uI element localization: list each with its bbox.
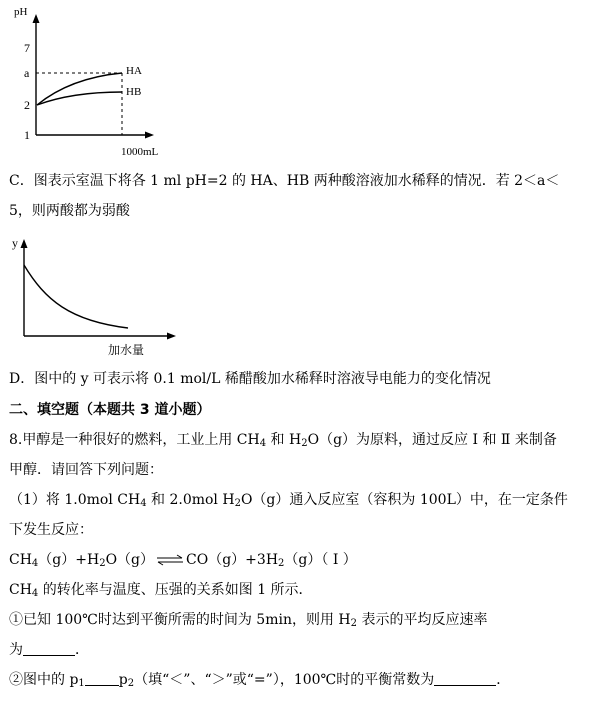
q8-text: （填“＜”、“＞”或“=”），100℃时的平衡常数为 [134, 672, 435, 688]
q8-text: CH [9, 582, 32, 598]
q8-sub: 4 [259, 438, 267, 449]
q8-sub: 4 [140, 498, 147, 509]
reaction-equation [9, 550, 357, 570]
q8-line6 [9, 580, 313, 600]
fig1-curve-hb [37, 92, 122, 105]
eq-text: CO（g）+3H [186, 552, 279, 568]
q8-text: ①已知 100℃时达到平衡所需的时间为 5min，则用 H [9, 612, 351, 628]
ph-dilution-figure [0, 0, 200, 160]
fig2-ylabel: y [12, 236, 18, 250]
eq-text: CH [9, 552, 32, 568]
fig2-y-arrow [21, 239, 28, 248]
q8-line7 [9, 610, 487, 630]
q8-sub: 4 [31, 588, 39, 599]
eq-sub: 2 [278, 558, 285, 569]
section-heading: 二、填空题（本题共 3 道小题） [9, 402, 211, 418]
option-c-line1: C．图表示室温下将各 1 ml pH=2 的 HA、HB 两种酸溶液加水稀释的情况．若 2＜a＜ [9, 173, 560, 189]
equilibrium-arrow-icon [156, 554, 184, 566]
fig1-xlabel: 1000mL [121, 146, 159, 158]
q8-text: O（g）通入反应室（容积为 100L）中，在一定条件 [240, 492, 568, 508]
eq-text: （g）+H [38, 552, 100, 568]
q8-text: 和 2.0mol H [146, 492, 235, 508]
fig1-label-ha: HA [126, 65, 142, 77]
q8-text: 为 [9, 642, 23, 658]
eq-sub: 2 [99, 558, 106, 569]
fig1-tick-2: 2 [24, 98, 30, 112]
eq-text: O（g） [105, 552, 155, 568]
fig1-label-hb: HB [126, 86, 142, 98]
q8-text: 8.甲醇是一种很好的燃料，工业上用 CH [9, 432, 260, 448]
q8-text: ②图中的 p [9, 672, 79, 688]
fig1-tick-7: 7 [24, 41, 30, 55]
answer-blank-compare[interactable] [85, 671, 119, 686]
q8-text: （1）将 1.0mol CH [9, 492, 141, 508]
option-d-line1: D．图中的 y 可表示将 0.1 mol/L 稀醋酸加水稀释时溶液导电能力的变化情况 [9, 371, 491, 387]
q8-text: ． [496, 672, 511, 688]
fig2-x-arrow [167, 333, 176, 340]
option-c-line2: 5，则两酸都为弱酸 [9, 203, 130, 219]
q8-text: O（g）为原料，通过反应 Ⅰ 和 Ⅱ 来制备 [307, 432, 557, 448]
fig2-curve [24, 265, 128, 328]
fig1-tick-1: 1 [24, 128, 30, 142]
q8-sub: 2 [350, 618, 357, 629]
q8-sub: 1 [78, 678, 85, 689]
q8-sub: 2 [127, 678, 135, 689]
fig1-tick-a: a [24, 66, 30, 80]
q8-line2: 甲醇．请回答下列问题： [9, 462, 163, 478]
q8-line3 [9, 490, 568, 510]
q8-text: 表示的平均反应速率 [357, 612, 488, 628]
eq-sub: 4 [31, 558, 39, 569]
q8-text: 和 H [266, 432, 302, 448]
q8-sub: 2 [301, 438, 308, 449]
q8-line4: 下发生反应： [9, 522, 93, 538]
fig1-y-arrow [33, 14, 40, 23]
fig2-xlabel: 加水量 [108, 343, 145, 357]
q8-line9 [9, 670, 510, 690]
q8-text: p [118, 672, 128, 688]
eq-text: （g）（ Ⅰ ） [284, 552, 357, 568]
answer-blank-constant[interactable] [434, 671, 496, 686]
q8-text: ． [75, 642, 89, 658]
q8-line8 [9, 640, 89, 660]
fig1-ylabel: pH [14, 6, 28, 18]
conductivity-figure [0, 225, 200, 360]
answer-blank-rate[interactable] [23, 641, 75, 656]
q8-line1 [9, 430, 557, 450]
q8-sub: 2 [234, 498, 241, 509]
q8-text: 的转化率与温度、压强的关系如图 1 所示． [38, 582, 313, 598]
fig1-x-arrow [145, 132, 154, 139]
